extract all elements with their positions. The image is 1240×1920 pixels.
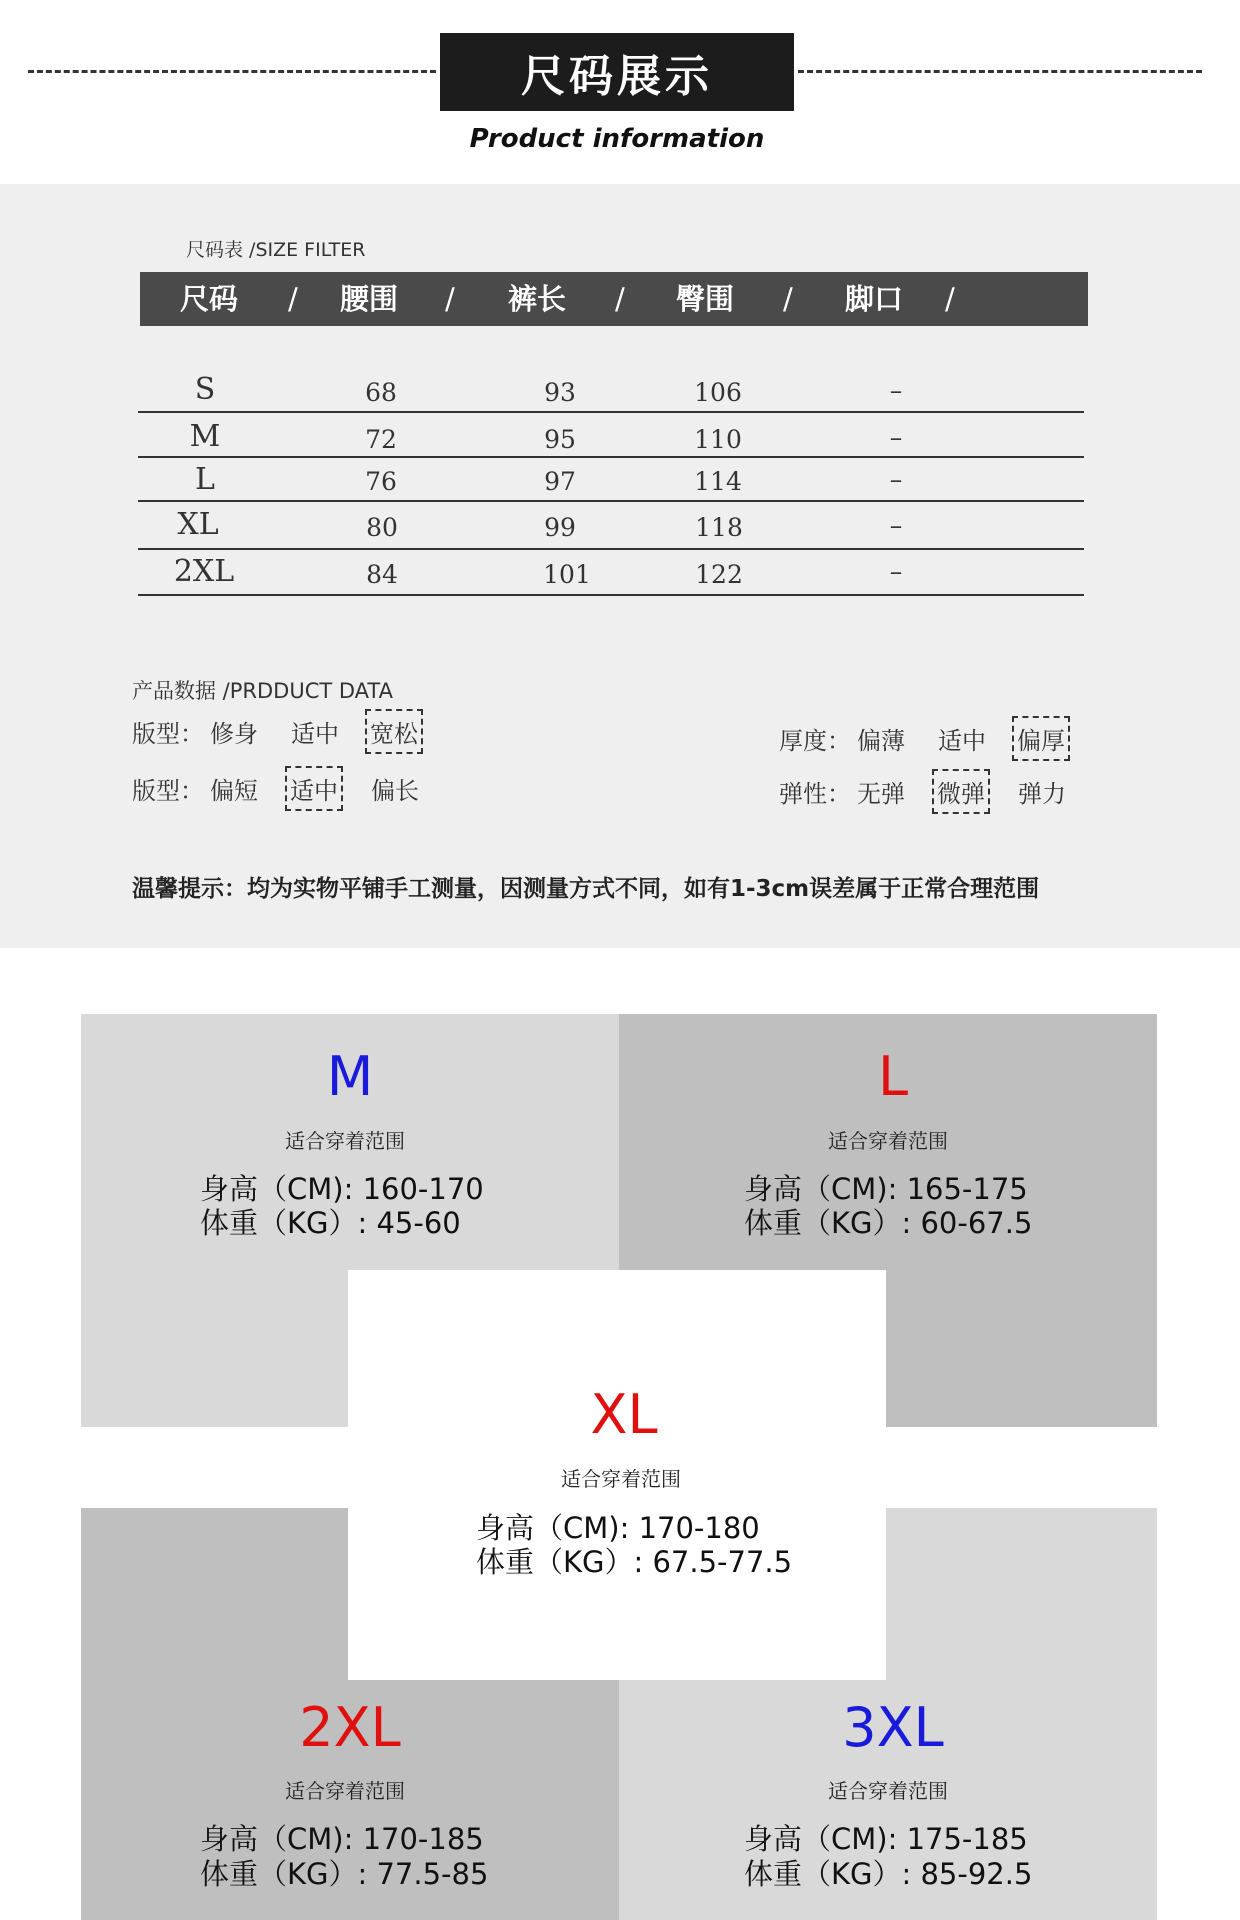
weight-range: 体重（KG）: 85-92.5 bbox=[744, 1857, 1033, 1891]
attribute-option-selected: 微弹 bbox=[937, 774, 985, 809]
length-cell: 95 bbox=[544, 425, 576, 454]
waist-cell: 84 bbox=[366, 560, 398, 589]
attribute-label: 厚度： bbox=[779, 727, 851, 755]
size-label: L bbox=[877, 1045, 909, 1108]
weight-range: 体重（KG）: 77.5-85 bbox=[200, 1857, 489, 1891]
column-header-leg-opening: 脚口 bbox=[845, 282, 904, 316]
size-label: M bbox=[326, 1045, 374, 1108]
size-label: 3XL bbox=[842, 1696, 944, 1759]
attribute-option: 适中 bbox=[938, 727, 986, 755]
row-divider bbox=[138, 411, 1084, 413]
height-range: 身高（CM): 170-185 bbox=[200, 1822, 484, 1856]
size-table-header bbox=[140, 272, 1088, 326]
attribute-label: 版型： bbox=[132, 777, 204, 805]
leg-opening-cell: – bbox=[889, 511, 903, 540]
row-divider bbox=[138, 500, 1084, 502]
column-header-length: 裤长 bbox=[508, 282, 567, 316]
row-divider bbox=[138, 456, 1084, 458]
length-cell: 93 bbox=[544, 378, 576, 407]
size-cell: S bbox=[194, 372, 216, 407]
leg-opening-cell: – bbox=[889, 465, 903, 494]
height-range: 身高（CM): 175-185 bbox=[744, 1822, 1028, 1856]
weight-range: 体重（KG）: 60-67.5 bbox=[744, 1206, 1033, 1240]
attribute-option: 适中 bbox=[291, 720, 339, 748]
fit-range-label: 适合穿着范围 bbox=[828, 1129, 948, 1153]
length-cell: 101 bbox=[543, 560, 591, 589]
weight-range: 体重（KG）: 67.5-77.5 bbox=[476, 1545, 793, 1579]
attribute-option-selected: 适中 bbox=[290, 771, 338, 806]
size-cell: L bbox=[195, 462, 215, 497]
page-subtitle: Product information bbox=[469, 124, 765, 154]
height-range: 身高（CM): 160-170 bbox=[200, 1172, 484, 1206]
size-table-caption: 尺码表 /SIZE FILTER bbox=[186, 239, 366, 261]
column-header-hip: 臀围 bbox=[676, 282, 735, 316]
length-cell: 97 bbox=[544, 467, 576, 496]
hip-cell: 118 bbox=[695, 513, 743, 542]
size-cell: 2XL bbox=[173, 554, 235, 589]
weight-range: 体重（KG）: 45-60 bbox=[200, 1206, 461, 1240]
leg-opening-cell: – bbox=[889, 376, 903, 405]
size-label: 2XL bbox=[299, 1696, 401, 1759]
row-divider bbox=[138, 594, 1084, 596]
attribute-option: 偏薄 bbox=[857, 727, 905, 755]
fit-range-label: 适合穿着范围 bbox=[285, 1129, 405, 1153]
attribute-option: 偏短 bbox=[210, 777, 258, 805]
attribute-option: 弹力 bbox=[1018, 780, 1066, 808]
waist-cell: 80 bbox=[366, 513, 398, 542]
attribute-label: 弹性： bbox=[779, 780, 851, 808]
size-cell: M bbox=[189, 419, 221, 454]
column-separator: / bbox=[445, 282, 455, 316]
column-separator: / bbox=[615, 282, 625, 316]
waist-cell: 68 bbox=[365, 378, 397, 407]
attribute-option: 偏长 bbox=[371, 777, 419, 805]
header-divider-left bbox=[28, 70, 436, 73]
attribute-label: 版型： bbox=[132, 720, 204, 748]
attribute-option: 修身 bbox=[210, 720, 258, 748]
leg-opening-cell: – bbox=[889, 557, 903, 586]
length-cell: 99 bbox=[544, 513, 576, 542]
fit-range-label: 适合穿着范围 bbox=[828, 1779, 948, 1803]
column-separator: / bbox=[945, 282, 955, 316]
waist-cell: 76 bbox=[365, 467, 397, 496]
attribute-option-selected: 宽松 bbox=[370, 714, 418, 749]
height-range: 身高（CM): 170-180 bbox=[476, 1511, 760, 1545]
height-range: 身高（CM): 165-175 bbox=[744, 1172, 1028, 1206]
hip-cell: 110 bbox=[694, 425, 742, 454]
size-label: XL bbox=[590, 1383, 658, 1446]
fit-range-label: 适合穿着范围 bbox=[285, 1779, 405, 1803]
attribute-option-selected: 偏厚 bbox=[1017, 721, 1065, 756]
size-cell: XL bbox=[177, 507, 219, 542]
header-divider-right bbox=[798, 70, 1202, 73]
hip-cell: 114 bbox=[694, 467, 742, 496]
column-separator: / bbox=[783, 282, 793, 316]
product-data-caption: 产品数据 /PRDDUCT DATA bbox=[132, 679, 393, 703]
column-header-size: 尺码 bbox=[180, 282, 239, 316]
attribute-option: 无弹 bbox=[857, 780, 905, 808]
row-divider bbox=[138, 548, 1084, 550]
measurement-notice: 温馨提示：均为实物平铺手工测量，因测量方式不同，如有1-3cm误差属于正常合理范围 bbox=[132, 876, 1040, 902]
hip-cell: 106 bbox=[694, 378, 742, 407]
waist-cell: 72 bbox=[365, 425, 397, 454]
column-separator: / bbox=[288, 282, 298, 316]
page-title: 尺码展示 bbox=[440, 33, 794, 111]
hip-cell: 122 bbox=[695, 560, 743, 589]
fit-range-label: 适合穿着范围 bbox=[561, 1467, 681, 1491]
leg-opening-cell: – bbox=[889, 423, 903, 452]
column-header-waist: 腰围 bbox=[340, 282, 399, 316]
